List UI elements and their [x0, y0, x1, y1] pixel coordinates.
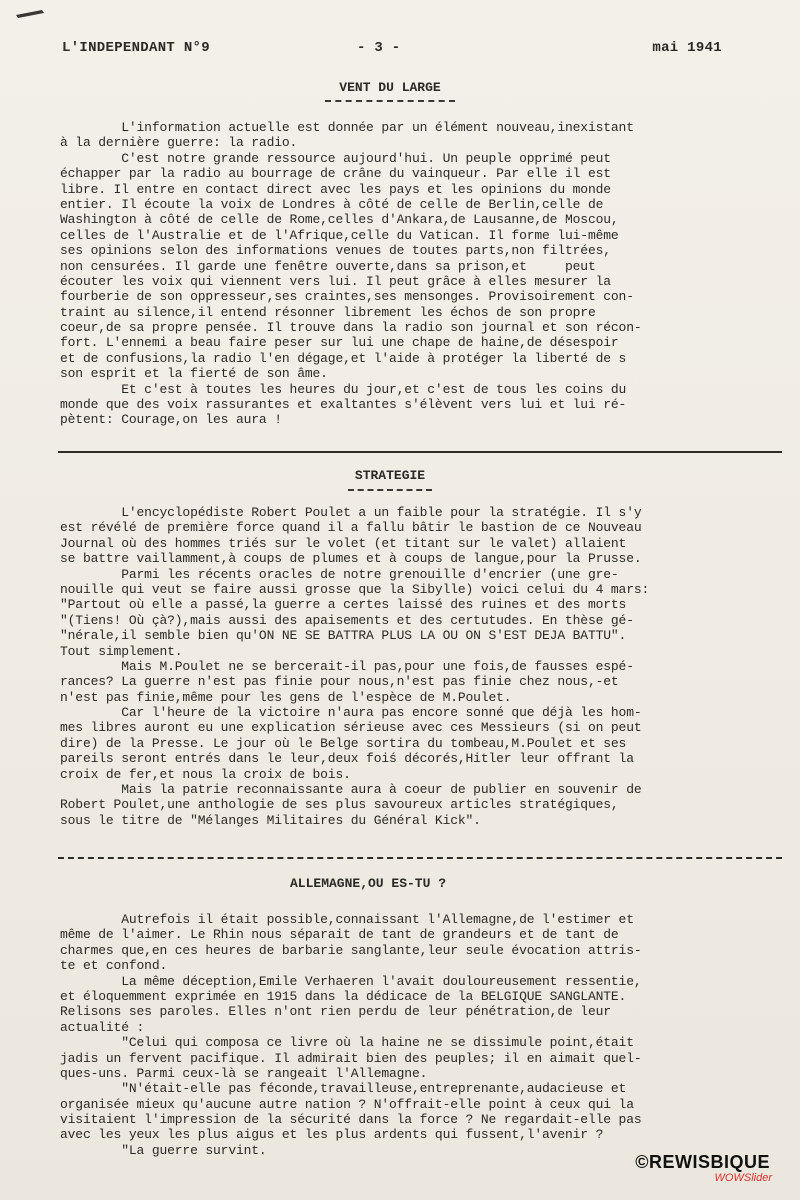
article-allemagne [60, 912, 780, 1158]
text-line: se battre vaillamment,à coups de plumes et à coups de langue,pour la Prusse. [60, 551, 642, 567]
header-newspaper: L'INDEPENDANT N°9 [62, 40, 210, 56]
text-line: n'est pas finie,même pour les gens de l'espèce de M.Poulet. [60, 689, 512, 705]
text-line: nouille qui veut se faire aussi grosse que la Sibylle) voici celui du 4 mars: [60, 581, 650, 597]
text-line: avec les yeux les plus aigus et les plus ardents qui fussent,l'avenir ? [60, 1127, 604, 1143]
text-line: à la dernière guerre: la radio. [60, 135, 298, 151]
text-line: celles de l'Australie et de l'Afrique,celle du Vatican. Il forme lui-même [60, 227, 619, 243]
text-line: "Celui qui composa ce livre où la haine ne se dissimule point,était [60, 1035, 634, 1051]
text-line: ques-uns. Parmi ceux-là se rangeait l'Allemagne. [60, 1065, 428, 1081]
text-line: même de l'aimer. Le Rhin nous séparait de tant de grandeurs et de tant de [60, 927, 619, 943]
text-line: Mais la patrie reconnaissante aura à coeur de publier en souvenir de [60, 782, 642, 798]
text-line: L'encyclopédiste Robert Poulet a un faible pour la stratégie. Il s'y [60, 505, 642, 520]
section-title-allemagne: ALLEMAGNE,OU ES-TU ? [289, 876, 447, 891]
article-vent-du-large [60, 120, 780, 428]
text-line: libre. Il entre en contact direct avec les pays et les opinions du monde [60, 181, 611, 197]
text-line: son esprit et la fierté de son âme. [60, 366, 328, 382]
text-line: "nérale,il semble bien qu'ON NE SE BATTRA PLUS LA OU ON S'EST DEJA BATTU". [60, 628, 627, 644]
text-line: organisée mieux qu'aucune autre nation ? N'offrait-elle point à ceux qui la [60, 1096, 634, 1112]
text-line: et de confusions,la radio l'en dégage,et l'aide à protéger la liberté de s [60, 350, 627, 366]
text-line: Et c'est à toutes les heures du jour,et c'est de tous les coins du [60, 381, 627, 397]
text-line: fourberie de son oppresseur,ses craintes,ses mensonges. Provisoirement con- [60, 289, 634, 305]
text-line: échapper par la radio au bourrage de crâne du vainqueur. Par elle il est [60, 166, 611, 182]
text-line: L'information actuelle est donnée par un élément nouveau,inexistant [60, 120, 634, 135]
section-title-vent-du-large: VENT DU LARGE [339, 80, 441, 95]
article-strategie [60, 505, 780, 828]
header-date: mai 1941 [652, 40, 722, 56]
text-line: Car l'heure de la victoire n'aura pas encore sonné que déjà les hom- [60, 705, 642, 721]
text-line: Mais M.Poulet ne se bercerait-il pas,pour une fois,de fausses espé- [60, 658, 634, 674]
text-line: actualité : [60, 1019, 145, 1035]
text-line: écouter les voix qui viennent vers lui. Il peut grâce à elles mesurer la [60, 273, 611, 289]
section-divider [58, 857, 782, 859]
text-line: Washington à côté de celle de Rome,celles d'Ankara,de Lausanne,de Moscou, [60, 212, 619, 228]
section-divider [58, 451, 782, 453]
text-line: ses opinions selon des informations venues de toutes parts,non filtrées, [60, 243, 611, 259]
text-line: Journal où des hommes triés sur le volet (et titant sur le valet) allaient [60, 535, 627, 551]
text-line: "(Tiens! Où çà?),mais aussi des apaisements et des certutudes. En thèse gé- [60, 612, 634, 628]
title-underline [325, 100, 455, 103]
text-line: Parmi les récents oracles de notre grenouille d'encrier (une gre- [60, 566, 619, 582]
text-line: jadis un fervent pacifique. Il admirait bien des peuples; il en aimait quel- [60, 1050, 642, 1066]
page-header [62, 40, 722, 60]
text-line: entier. Il écoute la voix de Londres à côté de celle de Berlin,celle de [60, 196, 604, 212]
text-line: C'est notre grande ressource aujourd'hui. Un peuple opprimé peut [60, 150, 611, 166]
text-line: "La guerre survint. [60, 1142, 267, 1158]
text-line: mes libres auront eu une explication sérieuse avec ces Messieurs (si on peut [60, 720, 642, 736]
text-line: monde que des voix rassurantes et exaltantes s'élèvent vers lui et lui ré- [60, 397, 627, 413]
text-line: te et confond. [60, 958, 168, 974]
text-line: coeur,de sa propre pensée. Il trouve dans la radio son journal et son récon- [60, 320, 642, 336]
text-line: croix de fer,et nous la croix de bois. [60, 766, 351, 782]
text-line: "N'était-elle pas féconde,travailleuse,entreprenante,audacieuse et [60, 1081, 627, 1097]
header-page-number: - 3 - [357, 40, 401, 56]
text-line: pareils seront entrés dans le leur,deux foiś décorés,Hitler leur offrant la [60, 751, 634, 767]
text-line: Relisons ses paroles. Elles n'ont rien perdu de leur pénétration,de leur [60, 1004, 611, 1020]
watermark-copyright: ©REWISBIQUE [635, 1152, 770, 1172]
text-line: "Partout où elle a passé,la guerre a certes laissé des ruines et des morts [60, 597, 627, 613]
text-line: sous le titre de "Mélanges Militaires du Général Kick". [60, 812, 481, 828]
text-line: traint au silence,il entend résonner librement les échos de son propre [60, 304, 596, 320]
text-line: dire) de la Presse. Le jour où le Belge sortira du tombeau,M.Poulet et ses [60, 735, 627, 751]
text-line: pètent: Courage,on les aura ! [60, 412, 282, 428]
text-line: fort. L'ennemi a beau faire peser sur lui une chape de haine,de désespoir [60, 335, 619, 351]
ink-mark-icon [14, 6, 46, 20]
text-line: charmes que,en ces heures de barbarie sanglante,leur seule évocation attris- [60, 942, 642, 958]
text-line: Tout simplement. [60, 643, 183, 659]
text-line: non censurées. Il garde une fenêtre ouverte,dans sa prison,et peut [60, 258, 596, 274]
text-line: Robert Poulet,une anthologie de ses plus savoureux articles stratégiques, [60, 797, 619, 813]
text-line: La même déception,Emile Verhaeren l'avait douloureusement ressentie, [60, 973, 642, 989]
text-line: Autrefois il était possible,connaissant l'Allemagne,de l'estimer et [60, 912, 634, 927]
text-line: et éloquemment exprimée en 1915 dans la dédicace de la BELGIQUE SANGLANTE. [60, 988, 627, 1004]
watermark-slider: WOWSlider [714, 1172, 772, 1184]
text-line: est révélé de première force quand il a fallu bâtir le bastion de ce Nouveau [60, 520, 642, 536]
title-underline [348, 489, 432, 492]
text-line: visitaient l'impression de la sécurité dans la force ? Ne regardait-elle pas [60, 1112, 642, 1128]
text-line: rances? La guerre n'est pas finie pour nous,n'est pas finie chez nous,-et [60, 674, 619, 690]
section-title-strategie: STRATEGIE [354, 468, 426, 483]
